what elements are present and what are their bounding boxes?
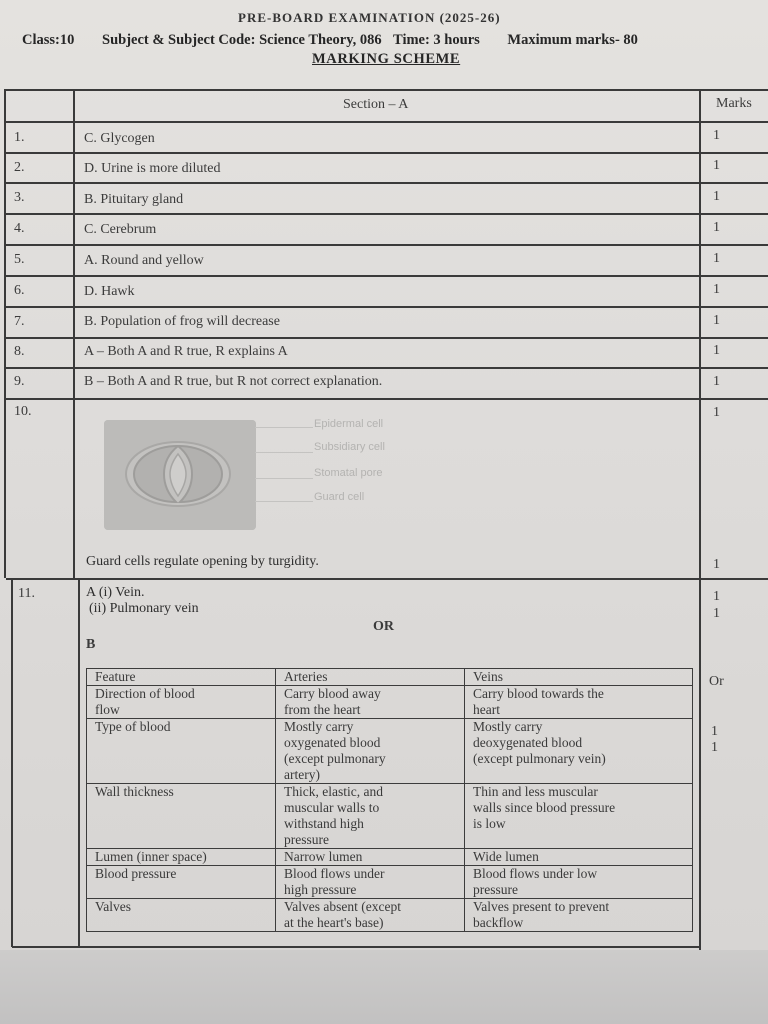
question-number: 7. (14, 314, 25, 329)
section-title: Section – A (343, 97, 409, 112)
question-number: 11. (18, 586, 35, 601)
subject-label: Subject & Subject Code: Science Theory, 086 (102, 32, 382, 48)
class-label: Class:10 (22, 32, 75, 48)
cell-line: Direction of blood (95, 686, 195, 701)
exam-header (22, 32, 768, 49)
cell-line: Blood flows under (284, 866, 385, 881)
cell-line: heart (473, 702, 500, 717)
table-cell (276, 849, 465, 866)
cell-line: (except pulmonary vein) (473, 751, 606, 766)
table-cell (276, 866, 465, 899)
table-cell (87, 719, 276, 784)
table-cell (465, 719, 693, 784)
diagram-label: Stomatal pore (314, 467, 383, 479)
time-label: Time: 3 hours (393, 32, 480, 48)
table-cell (87, 899, 276, 932)
cell-line: Narrow lumen (284, 849, 363, 864)
table-cell (87, 784, 276, 849)
cell-line: Thick, elastic, and (284, 784, 383, 799)
mark-value: 1 (711, 740, 718, 755)
answer-text: C. Glycogen (84, 131, 155, 146)
table-cell (276, 719, 465, 784)
mark-value: 1 (713, 251, 720, 266)
mark-value: 1 (713, 220, 720, 235)
mark-value: 1 (713, 606, 720, 621)
table-border (78, 578, 80, 947)
label-leader-line (255, 427, 313, 428)
table-cell (465, 686, 693, 719)
cell-line: is low (473, 816, 506, 831)
table-cell (87, 686, 276, 719)
table-border (4, 367, 768, 369)
table-row (87, 686, 693, 719)
label-leader-line (255, 501, 313, 502)
cell-line: Carry blood towards the (473, 686, 604, 701)
mark-value: 1 (713, 405, 720, 420)
table-row (87, 866, 693, 899)
table-border (12, 946, 700, 948)
table-border (4, 89, 6, 578)
mark-value: 1 (713, 374, 720, 389)
question-number: 3. (14, 190, 25, 205)
marking-scheme-title: MARKING SCHEME (312, 51, 461, 67)
table-cell (465, 784, 693, 849)
table-row (87, 899, 693, 932)
question-number: 9. (14, 374, 25, 389)
or-label: OR (373, 619, 394, 634)
cell-line: backflow (473, 915, 524, 930)
answer-text: B. Population of frog will decrease (84, 314, 280, 329)
mark-value: 1 (713, 158, 720, 173)
cell-line: Type of blood (95, 719, 171, 734)
table-border (4, 398, 768, 400)
cell-line: withstand high (284, 816, 364, 831)
cell-line: artery) (284, 767, 320, 782)
mark-value: 1 (713, 557, 720, 572)
answer-text: A (i) Vein. (86, 585, 145, 600)
answer-text: B – Both A and R true, but R not correct explanation. (84, 374, 383, 389)
question-number: 1. (14, 130, 25, 145)
cell-line: Valves absent (except (284, 899, 401, 914)
mark-value: 1 (713, 589, 720, 604)
question-number: 4. (14, 221, 25, 236)
cell-line: walls since blood pressure (473, 800, 616, 815)
table-cell (276, 686, 465, 719)
cell-line: Valves (95, 899, 131, 914)
stomata-illustration (104, 420, 256, 530)
table-border (4, 337, 768, 339)
cell-line: Wide lumen (473, 849, 539, 864)
table-border (4, 121, 768, 123)
table-border (699, 89, 701, 958)
cell-line: Blood flows under low (473, 866, 598, 881)
cell-line: at the heart's base) (284, 915, 384, 930)
cell-line: from the heart (284, 702, 361, 717)
answer-text: (ii) Pulmonary vein (89, 601, 199, 616)
option-b-label: B (86, 637, 96, 652)
table-cell (465, 866, 693, 899)
question-number: 5. (14, 252, 25, 267)
table-border (4, 244, 768, 246)
mark-value: 1 (713, 343, 720, 358)
answer-text: A. Round and yellow (84, 253, 204, 268)
table-cell (465, 899, 693, 932)
table-cell (87, 849, 276, 866)
table-cell (276, 899, 465, 932)
page-bottom-shadow (0, 950, 768, 1024)
table-row (87, 849, 693, 866)
max-marks-label: Maximum marks- 80 (507, 32, 638, 48)
table-cell (276, 784, 465, 849)
cell-line: flow (95, 702, 120, 717)
label-leader-line (255, 452, 313, 453)
mark-value: 1 (713, 313, 720, 328)
or-mark-label: Or (709, 674, 724, 689)
table-border (73, 89, 75, 578)
table-border (4, 275, 768, 277)
cell-line: Valves present to prevent (473, 899, 610, 914)
stomata-diagram (104, 420, 256, 530)
cell-line: Wall thickness (95, 784, 174, 799)
table-border (11, 578, 13, 947)
question-number: 10. (14, 404, 32, 419)
cell-line: Mostly carry (284, 719, 354, 734)
column-header: Feature (87, 669, 276, 686)
diagram-label: Subsidiary cell (314, 441, 385, 453)
answer-text: B. Pituitary gland (84, 192, 184, 207)
mark-value: 1 (713, 282, 720, 297)
cell-line: Carry blood away (284, 686, 381, 701)
table-border (4, 306, 768, 308)
mark-value: 1 (713, 189, 720, 204)
question-number: 6. (14, 283, 25, 298)
answer-text: D. Hawk (84, 284, 135, 299)
marks-header: Marks (716, 96, 752, 111)
cell-line: deoxygenated blood (473, 735, 583, 750)
table-border (4, 152, 768, 154)
diagram-label: Guard cell (314, 491, 365, 503)
cell-line: Blood pressure (95, 866, 177, 881)
column-header: Arteries (276, 669, 465, 686)
diagram-label: Epidermal cell (314, 418, 384, 430)
answer-text: Guard cells regulate opening by turgidity. (86, 554, 319, 569)
table-border (4, 213, 768, 215)
cell-line: pressure (284, 832, 329, 847)
cell-line: (except pulmonary (284, 751, 386, 766)
table-border (4, 89, 768, 91)
answer-text: A – Both A and R true, R explains A (84, 344, 288, 359)
table-cell (87, 866, 276, 899)
exam-title: PRE-BOARD EXAMINATION (2025-26) (238, 10, 501, 25)
column-header: Veins (465, 669, 693, 686)
table-border (6, 578, 768, 580)
cell-line: Lumen (inner space) (95, 849, 207, 864)
cell-line: Mostly carry (473, 719, 543, 734)
arteries-veins-table (86, 668, 693, 932)
mark-value: 1 (713, 128, 720, 143)
question-number: 8. (14, 344, 25, 359)
label-leader-line (255, 478, 313, 479)
table-row (87, 784, 693, 849)
table-header-row (87, 669, 693, 686)
question-number: 2. (14, 160, 25, 175)
table-row (87, 719, 693, 784)
table-border (4, 182, 768, 184)
cell-line: pressure (473, 882, 518, 897)
answer-text: D. Urine is more diluted (84, 161, 221, 176)
answer-text: C. Cerebrum (84, 222, 157, 237)
mark-value: 1 (711, 724, 718, 739)
cell-line: high pressure (284, 882, 357, 897)
cell-line: oxygenated blood (284, 735, 381, 750)
table-cell (465, 849, 693, 866)
cell-line: Thin and less muscular (473, 784, 598, 799)
cell-line: muscular walls to (284, 800, 380, 815)
